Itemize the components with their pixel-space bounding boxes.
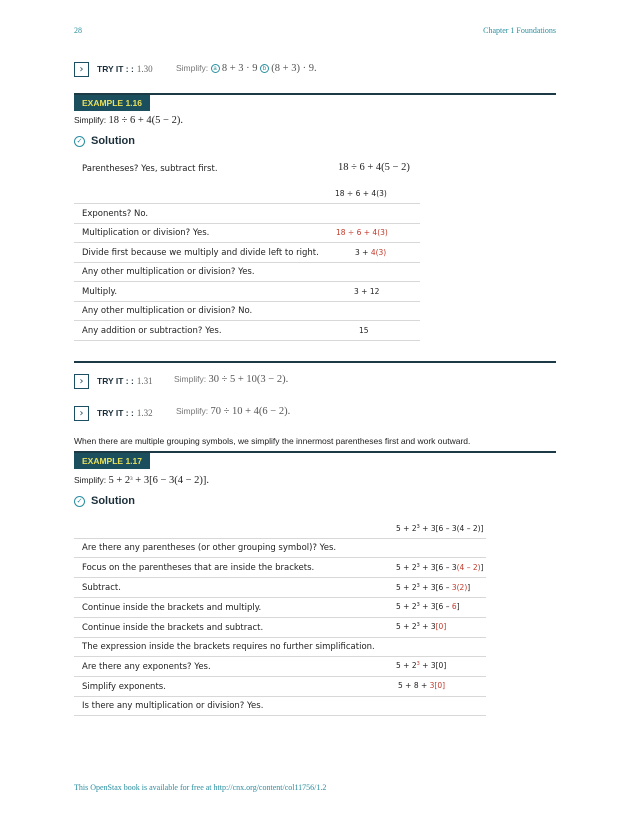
step-expression	[396, 563, 483, 572]
try-it-1-30	[74, 61, 153, 77]
expr-exponent: 3	[416, 524, 420, 530]
step-text: Subtract.	[82, 583, 121, 593]
example-expression: 18 ÷ 6 + 4(5 − 2).	[108, 115, 183, 126]
body-paragraph: When there are multiple grouping symbols, we simplify the innermost parentheses first and work outward.	[74, 436, 471, 446]
expr-part: + 3[6 –	[419, 583, 452, 592]
simplify-prompt: Simplify:	[176, 406, 209, 416]
expr-exponent: 3	[416, 602, 420, 608]
try-it-1-32-exercise	[176, 406, 290, 417]
divider-line	[74, 242, 420, 243]
try-it-1-31-exercise	[174, 374, 288, 385]
divider-line	[74, 203, 420, 204]
step-expression: 18 ÷ 6 + 4(5 − 2)	[338, 162, 410, 173]
expr-part: ]	[456, 602, 460, 611]
expr-part-highlight: 4(3)	[370, 248, 387, 257]
solution-heading	[74, 495, 135, 507]
expr-part: 5 + 8 +	[398, 681, 430, 690]
step-text: Simplify exponents.	[82, 682, 166, 692]
expr-exponent: 3	[416, 622, 420, 628]
expr-part: + 3	[419, 622, 436, 631]
divider-line	[74, 301, 420, 302]
divider-line	[74, 696, 486, 697]
step-text: The expression inside the brackets requires no further simplification.	[82, 642, 375, 652]
divider-line	[74, 262, 420, 263]
try-it-1-30-exercise	[176, 63, 317, 74]
simplify-prompt: Simplify:	[174, 374, 207, 384]
expr-part: + 3[6 – 3	[419, 563, 457, 572]
step-text: Any other multiplication or division? No.	[82, 306, 253, 316]
example-label: EXAMPLE 1.17	[74, 453, 150, 469]
step-text: Continue inside the brackets and subtract.	[82, 623, 264, 633]
simplify-label: Simplify:	[74, 115, 107, 125]
try-it-number: 1.31	[136, 376, 153, 386]
solution-heading	[74, 135, 135, 147]
expr-part-highlight: 3(2)	[451, 583, 468, 592]
expand-chevron-icon[interactable]: ›	[74, 62, 89, 77]
part-a-expression: 8 + 3 · 9	[221, 63, 258, 74]
simplify-prompt: Simplify:	[176, 63, 209, 73]
part-a-marker: a	[211, 64, 220, 73]
divider-line	[74, 597, 486, 598]
example-1-16-header	[74, 93, 556, 111]
divider-line	[74, 557, 486, 558]
step-text: Are there any parentheses (or other grouping symbol)? Yes.	[82, 543, 337, 553]
expand-chevron-icon[interactable]: ›	[74, 406, 89, 421]
expr-part: 5 + 2	[396, 524, 417, 533]
expr-part: 5 + 2	[396, 622, 417, 631]
step-expression	[398, 681, 445, 690]
expr-part: + 3[6 − 3(4 − 2)].	[132, 475, 210, 486]
expr-exponent: 3	[416, 583, 420, 589]
expr-part: ]	[480, 563, 484, 572]
step-text: Any addition or subtraction? Yes.	[82, 326, 222, 336]
step-text: Is there any multiplication or division? Yes.	[82, 701, 264, 711]
divider-line	[74, 538, 486, 539]
expr-part: + 3[6 – 3(4 – 2)]	[419, 524, 484, 533]
expr-part: 5 + 2	[396, 563, 417, 572]
step-expression: 18 ÷ 6 + 4(3)	[336, 228, 388, 237]
expr-part: 2	[411, 661, 417, 670]
checkmark-icon: ✓	[74, 496, 85, 507]
expr-part: + 3[0]	[419, 661, 447, 670]
expr-part-highlight: 6	[451, 602, 457, 611]
footer-link[interactable]: This OpenStax book is available for free at http://cnx.org/content/col11756/1.2	[74, 783, 327, 792]
step-expression: 15	[359, 326, 369, 335]
example-1-16-prompt	[74, 115, 183, 126]
expr-part-highlight: 3[0]	[429, 681, 446, 690]
step-text: Are there any exponents? Yes.	[82, 662, 211, 672]
try-it-1-32	[74, 405, 153, 421]
divider-line	[74, 340, 420, 341]
step-expression	[396, 661, 446, 670]
step-text: Any other multiplication or division? Yes.	[82, 267, 255, 277]
exercise-expression: 70 ÷ 10 + 4(6 − 2).	[210, 406, 291, 417]
try-it-number: 1.30	[136, 64, 153, 74]
step-expression	[396, 622, 446, 631]
step-expression	[396, 524, 483, 533]
step-expression	[396, 602, 460, 611]
try-it-label: TRY IT : :	[97, 408, 134, 418]
expr-part-highlight: [0]	[435, 622, 447, 631]
divider-line	[74, 617, 486, 618]
step-text: Continue inside the brackets and multiply.	[82, 603, 262, 613]
expr-exponent: 3	[130, 477, 133, 482]
step-text: Divide first because we multiply and divide left to right.	[82, 248, 319, 258]
expr-exponent: 3	[416, 563, 420, 569]
solution-label: Solution	[91, 495, 135, 507]
expand-chevron-icon[interactable]: ›	[74, 374, 89, 389]
example-1-17-header	[74, 451, 556, 469]
try-it-1-31	[74, 373, 153, 389]
divider-line	[74, 577, 486, 578]
expr-part-highlight: (4 – 2)	[456, 563, 481, 572]
expr-part: 5 + 2	[396, 602, 417, 611]
part-b-expression: (8 + 3) · 9.	[271, 63, 317, 74]
divider-line	[74, 715, 486, 716]
expr-part: ]	[467, 583, 471, 592]
step-expression: 18 ÷ 6 + 4(3)	[335, 189, 387, 198]
step-expression	[396, 583, 470, 592]
solution-label: Solution	[91, 135, 135, 147]
try-it-label: TRY IT : :	[97, 376, 134, 386]
section-divider	[74, 361, 556, 363]
divider-line	[74, 637, 486, 638]
page-number: 28	[74, 26, 82, 35]
expr-part: 5 +	[396, 661, 412, 670]
step-text: Focus on the parentheses that are inside the brackets.	[82, 563, 315, 573]
divider-line	[74, 281, 420, 282]
expr-part: 5 + 2	[108, 475, 131, 486]
example-1-17-prompt	[74, 475, 209, 486]
step-expression	[355, 248, 386, 257]
simplify-label: Simplify:	[74, 475, 107, 485]
expr-part: 5 + 2	[396, 583, 417, 592]
exercise-expression: 30 ÷ 5 + 10(3 − 2).	[208, 374, 289, 385]
step-text: Multiply.	[82, 287, 118, 297]
step-text: Multiplication or division? Yes.	[82, 228, 210, 238]
part-b-marker: b	[260, 64, 269, 73]
expr-part: + 3[6 –	[419, 602, 452, 611]
step-text: Parentheses? Yes, subtract first.	[82, 164, 218, 174]
step-text: Exponents? No.	[82, 209, 149, 219]
chapter-title: Chapter 1 Foundations	[483, 26, 556, 35]
example-label: EXAMPLE 1.16	[74, 95, 150, 111]
checkmark-icon: ✓	[74, 136, 85, 147]
divider-line	[74, 656, 486, 657]
expr-part: 3 +	[355, 248, 371, 257]
try-it-label: TRY IT : :	[97, 64, 134, 74]
divider-line	[74, 676, 486, 677]
divider-line	[74, 320, 420, 321]
try-it-number: 1.32	[136, 408, 153, 418]
divider-line	[74, 223, 420, 224]
expr-exponent-highlight: 3	[416, 661, 420, 667]
step-expression: 3 + 12	[354, 287, 380, 296]
